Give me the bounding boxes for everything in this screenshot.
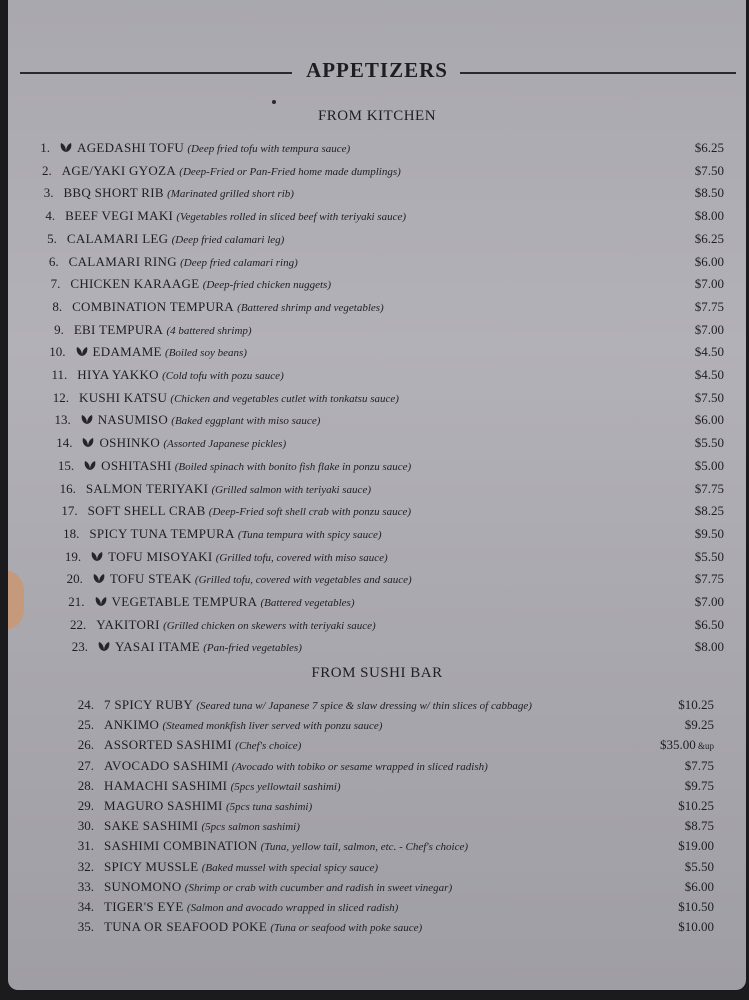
menu-item [51, 549, 724, 571]
item-description: (5pcs yellowtail sashimi) [230, 780, 341, 793]
item-description: (Boiled soy beans) [165, 347, 247, 360]
item-name [104, 758, 488, 774]
item-price [695, 594, 724, 610]
item-title: TOFU MISOYAKI [108, 548, 213, 564]
decorative-dot [272, 100, 276, 104]
menu-item [36, 344, 724, 366]
sushi-heading: FROM SUSHI BAR [311, 665, 443, 681]
item-price [660, 737, 714, 753]
price-value: $19.00 [678, 838, 714, 854]
price-value: $5.00 [694, 457, 724, 473]
item-price [695, 208, 724, 224]
price-value: $6.50 [694, 616, 724, 632]
item-number: 8. [52, 298, 63, 314]
item-title: ANKIMO [104, 717, 160, 733]
menu-item [56, 617, 724, 639]
item-name [74, 322, 252, 338]
item-number: 27. [77, 757, 94, 773]
item-number: 22. [70, 616, 87, 632]
item-description: (Deep-Fried soft shell crab with ponzu sauce) [208, 506, 412, 519]
menu-item [30, 276, 724, 298]
price-value: $10.25 [678, 697, 714, 712]
item-number: 30. [77, 818, 94, 834]
price-value: $6.25 [694, 140, 724, 155]
item-name [93, 571, 412, 587]
menu-item [48, 503, 724, 525]
item-price [685, 717, 714, 733]
price-value: $8.25 [694, 503, 724, 519]
price-value: $8.75 [684, 818, 714, 834]
price-value: $8.00 [694, 639, 724, 655]
item-name [104, 899, 398, 915]
item-price [695, 163, 724, 179]
item-description: (Deep fried calamari leg) [171, 233, 285, 246]
price-value: $7.00 [694, 276, 724, 292]
item-number: 11. [51, 367, 68, 382]
item-title: VEGETABLE TEMPURA [111, 594, 258, 609]
item-description: (Grilled chicken on skewers with teriyaki sauce) [163, 619, 376, 632]
item-title: CHICKEN KARAAGE [70, 276, 200, 292]
item-title: HIYA YAKKO [77, 367, 159, 382]
item-price [695, 231, 724, 247]
item-description: (Pan-fried vegetables) [203, 642, 302, 655]
item-title: SPICY TUNA TEMPURA [89, 525, 235, 541]
menu-item [64, 717, 714, 739]
item-number: 32. [77, 858, 94, 874]
item-description: (Steamed monkfish liver served with ponzu sauce) [162, 720, 383, 733]
item-title: MAGURO SASHIMI [104, 798, 223, 813]
item-name [96, 617, 375, 633]
menu-item [53, 571, 724, 593]
item-description: (Seared tuna w/ Japanese 7 spice & slaw dressing w/ thin slices of cabbage) [196, 700, 532, 712]
price-value: $4.50 [694, 344, 724, 360]
item-name [76, 344, 247, 360]
menu-item [37, 367, 724, 389]
item-price [695, 549, 724, 565]
price-value: $8.00 [694, 208, 724, 224]
item-name [104, 838, 468, 854]
item-price [695, 276, 724, 292]
item-number: 29. [77, 798, 94, 813]
price-value: $6.00 [694, 253, 724, 269]
item-description: (Tuna tempura with spicy sauce) [237, 528, 382, 541]
menu-item [64, 778, 714, 800]
price-value: $7.50 [694, 162, 724, 178]
menu-item [34, 322, 724, 344]
item-number: 31. [77, 838, 94, 854]
item-title: 7 SPICY RUBY [104, 697, 194, 712]
price-value: $7.75 [694, 480, 724, 496]
item-number: 16. [59, 480, 76, 496]
item-price [695, 185, 724, 201]
vegetarian-leaf-icon [76, 346, 88, 357]
item-price [695, 390, 724, 406]
item-price [695, 435, 724, 451]
item-price [695, 571, 724, 587]
menu-item [64, 919, 714, 941]
item-name [104, 818, 300, 834]
price-value: $7.50 [694, 389, 724, 405]
menu-item [29, 254, 724, 276]
item-number: 17. [61, 503, 78, 519]
item-number: 28. [77, 777, 94, 793]
item-name [65, 208, 406, 224]
item-number: 18. [63, 525, 80, 541]
price-value: $7.75 [694, 571, 724, 587]
price-value: $5.50 [694, 435, 724, 451]
item-price [678, 899, 714, 915]
menu-item [64, 798, 714, 820]
vegetarian-leaf-icon [81, 414, 93, 425]
item-price [685, 879, 714, 895]
item-description: (4 battered shrimp) [166, 324, 252, 337]
item-description: (Baked eggplant with miso sauce) [171, 415, 321, 428]
price-value: $8.50 [694, 185, 724, 201]
item-description: (Vegetables rolled in sliced beef with teriyaki sauce) [176, 211, 406, 224]
menu-item [25, 208, 724, 230]
item-description: (Grilled tofu, covered with miso sauce) [215, 551, 388, 564]
item-price [695, 617, 724, 633]
item-price [695, 299, 724, 315]
item-number: 24. [77, 697, 94, 712]
item-price [678, 798, 714, 814]
price-value: $6.00 [694, 412, 724, 428]
item-price [695, 344, 724, 360]
item-number: 13. [54, 412, 71, 428]
item-description: (Boiled spinach with bonito fish flake in ponzu sauce) [174, 460, 412, 473]
item-price [695, 254, 724, 270]
menu-item [49, 526, 724, 548]
menu-item [64, 838, 714, 860]
item-description: (Battered shrimp and vegetables) [237, 301, 384, 314]
item-price [695, 481, 724, 497]
item-price [678, 697, 714, 713]
vegetarian-leaf-icon [93, 573, 105, 584]
item-title: TIGER'S EYE [104, 899, 184, 914]
item-name [104, 717, 382, 733]
item-name [81, 412, 321, 428]
item-number: 19. [64, 548, 82, 564]
item-description: (Marinated grilled short rib) [167, 188, 294, 201]
item-title: ASSORTED SASHIMI [104, 737, 232, 753]
menu-item [32, 299, 724, 321]
item-name [104, 778, 341, 794]
item-description: (Avocado with tobiko or sesame wrapped in sliced radish) [231, 760, 488, 773]
item-title: SASHIMI COMBINATION [104, 838, 258, 854]
menu-item [64, 818, 714, 840]
item-title: TUNA OR SEAFOOD POKE [104, 919, 268, 935]
price-note: &up [695, 741, 714, 752]
item-description: (5pcs tuna sashimi) [225, 801, 313, 813]
item-title: AVOCADO SASHIMI [104, 757, 229, 773]
item-description: (Grilled salmon with teriyaki sauce) [211, 483, 371, 496]
menu-item [64, 758, 714, 780]
item-name [70, 276, 331, 292]
item-name [104, 859, 378, 875]
item-number: 33. [77, 878, 94, 894]
item-price [685, 758, 714, 774]
item-title: EDAMAME [92, 344, 162, 360]
item-title: AGEDASHI TOFU [77, 140, 185, 155]
item-description: (Assorted Japanese pickles) [163, 438, 287, 451]
item-title: SOFT SHELL CRAB [87, 503, 206, 519]
item-title: SUNOMONO [104, 878, 182, 894]
item-description: (Deep fried calamari ring) [180, 256, 298, 269]
price-value: $7.00 [694, 594, 724, 609]
price-value: $5.50 [694, 548, 724, 564]
item-title: HAMACHI SASHIMI [104, 777, 228, 793]
item-description: (Chicken and vegetables cutlet with tonkatsu sauce) [170, 392, 399, 405]
item-number: 12. [52, 389, 69, 405]
item-name [104, 798, 312, 814]
item-number: 3. [43, 185, 54, 201]
item-number: 6. [48, 253, 59, 269]
item-price [695, 458, 724, 474]
item-name [95, 594, 355, 610]
vegetarian-leaf-icon [95, 596, 107, 607]
section-heading: APPETIZERS [306, 58, 448, 82]
item-name [104, 697, 532, 713]
item-number: 21. [68, 594, 85, 609]
item-number: 5. [47, 230, 57, 246]
menu-item [55, 594, 724, 616]
item-name [98, 639, 302, 655]
item-title: COMBINATION TEMPURA [72, 298, 234, 314]
menu-item [23, 185, 724, 207]
menu-item [46, 481, 724, 503]
item-title: BEEF VEGI MAKI [65, 208, 174, 224]
item-description: (Cold tofu with pozu sauce) [162, 370, 284, 382]
heading-rule-right [460, 72, 736, 74]
menu-page [8, 0, 746, 990]
item-description: (Tuna or seafood with poke sauce) [270, 922, 423, 935]
item-price [685, 859, 714, 875]
item-name [82, 435, 286, 451]
vegetarian-leaf-icon [84, 460, 96, 471]
item-number: 4. [45, 208, 56, 224]
item-name [104, 879, 452, 895]
item-title: KUSHI KATSU [79, 389, 168, 405]
item-title: NASUMISO [97, 412, 169, 428]
item-price [695, 639, 724, 655]
item-description: (Shrimp or crab with cucumber and radish in sweet vinegar) [184, 881, 453, 894]
menu-item [64, 899, 714, 921]
menu-item [22, 163, 724, 185]
item-price [678, 919, 714, 935]
price-value: $6.25 [694, 230, 724, 246]
item-title: BBQ SHORT RIB [63, 185, 164, 201]
item-description: (Salmon and avocado wrapped in sliced radish) [186, 902, 399, 914]
item-name [77, 367, 283, 383]
item-number: 15. [57, 457, 75, 473]
vegetarian-leaf-icon [60, 142, 72, 153]
item-description: (Deep-Fried or Pan-Fried home made dumplings) [179, 165, 401, 178]
menu-item [27, 231, 724, 253]
menu-item [64, 859, 714, 881]
item-number: 7. [50, 276, 61, 292]
item-price [695, 322, 724, 338]
menu-item [44, 458, 724, 480]
item-number: 14. [56, 435, 73, 451]
item-title: TOFU STEAK [109, 571, 192, 587]
menu-item [39, 390, 724, 412]
price-value: $10.50 [678, 899, 714, 914]
menu-item [64, 737, 714, 759]
item-description: (Baked mussel with special spicy sauce) [201, 861, 379, 874]
item-name [60, 140, 350, 156]
price-value: $6.00 [684, 878, 714, 894]
price-value: $10.25 [678, 798, 714, 813]
menu-item [64, 879, 714, 901]
item-title: SALMON TERIYAKI [85, 480, 209, 496]
item-price [685, 778, 714, 794]
item-name [88, 503, 411, 519]
item-title: EBI TEMPURA [73, 321, 164, 337]
price-value: $7.00 [694, 321, 724, 337]
item-name [91, 549, 388, 565]
price-value: $9.25 [684, 717, 714, 733]
price-value: $7.75 [684, 757, 714, 773]
item-description: (Chef's choice) [235, 740, 302, 753]
item-number: 9. [54, 321, 64, 337]
item-number: 34. [77, 899, 94, 914]
item-description: (Grilled tofu, covered with vegetables and sauce) [194, 574, 412, 587]
item-name [63, 185, 293, 201]
price-value: $10.00 [678, 919, 714, 935]
item-title: OSHITASHI [101, 457, 172, 473]
item-price [695, 140, 724, 156]
item-name [72, 299, 384, 315]
vegetarian-leaf-icon [82, 437, 94, 448]
item-title: AGE/YAKI GYOZA [61, 162, 177, 178]
menu-item [64, 697, 714, 719]
menu-item [42, 435, 724, 457]
item-name [62, 163, 401, 179]
item-name [86, 481, 371, 497]
item-price [695, 503, 724, 519]
item-number: 23. [71, 639, 88, 655]
price-value: $9.50 [694, 525, 724, 541]
item-description: (Deep fried tofu with tempura sauce) [187, 143, 351, 155]
item-number: 1. [40, 140, 50, 155]
item-title: YAKITORI [96, 616, 160, 632]
menu-item [58, 639, 724, 661]
price-value: $7.75 [694, 298, 724, 314]
item-title: YASAI ITAME [115, 639, 200, 655]
item-title: SAKE SASHIMI [104, 818, 199, 834]
item-price [678, 838, 714, 854]
vegetarian-leaf-icon [91, 551, 103, 562]
item-name [104, 737, 301, 753]
item-description: (Tuna, yellow tail, salmon, etc. - Chef's choice) [260, 841, 469, 854]
item-title: OSHINKO [99, 435, 161, 451]
price-value: $9.75 [684, 777, 714, 793]
item-price [695, 367, 724, 383]
item-description: (5pcs salmon sashimi) [201, 821, 300, 834]
kitchen-heading: FROM KITCHEN [317, 108, 437, 124]
item-name [79, 390, 399, 406]
item-description: (Battered vegetables) [260, 597, 355, 609]
thumb [8, 570, 24, 630]
item-description: (Deep-fried chicken nuggets) [202, 279, 331, 292]
item-name [104, 919, 422, 935]
item-number: 35. [77, 919, 94, 935]
menu-item [41, 412, 724, 434]
item-number: 25. [77, 717, 94, 733]
item-title: CALAMARI RING [68, 253, 177, 269]
item-title: CALAMARI LEG [66, 230, 169, 246]
item-number: 2. [41, 162, 52, 178]
item-price [695, 526, 724, 542]
price-value: $4.50 [694, 367, 724, 382]
menu-item [20, 140, 724, 162]
item-name [84, 458, 411, 474]
vegetarian-leaf-icon [98, 641, 110, 652]
item-number: 20. [66, 571, 83, 587]
price-value: $5.50 [684, 858, 714, 874]
item-number: 26. [77, 737, 94, 753]
item-name [67, 231, 284, 247]
item-price [685, 818, 714, 834]
item-price [695, 412, 724, 428]
item-title: SPICY MUSSLE [104, 858, 199, 874]
item-number: 10. [49, 344, 66, 360]
item-name [89, 526, 381, 542]
item-name [69, 254, 298, 270]
price-value: $35.00 [659, 737, 696, 753]
